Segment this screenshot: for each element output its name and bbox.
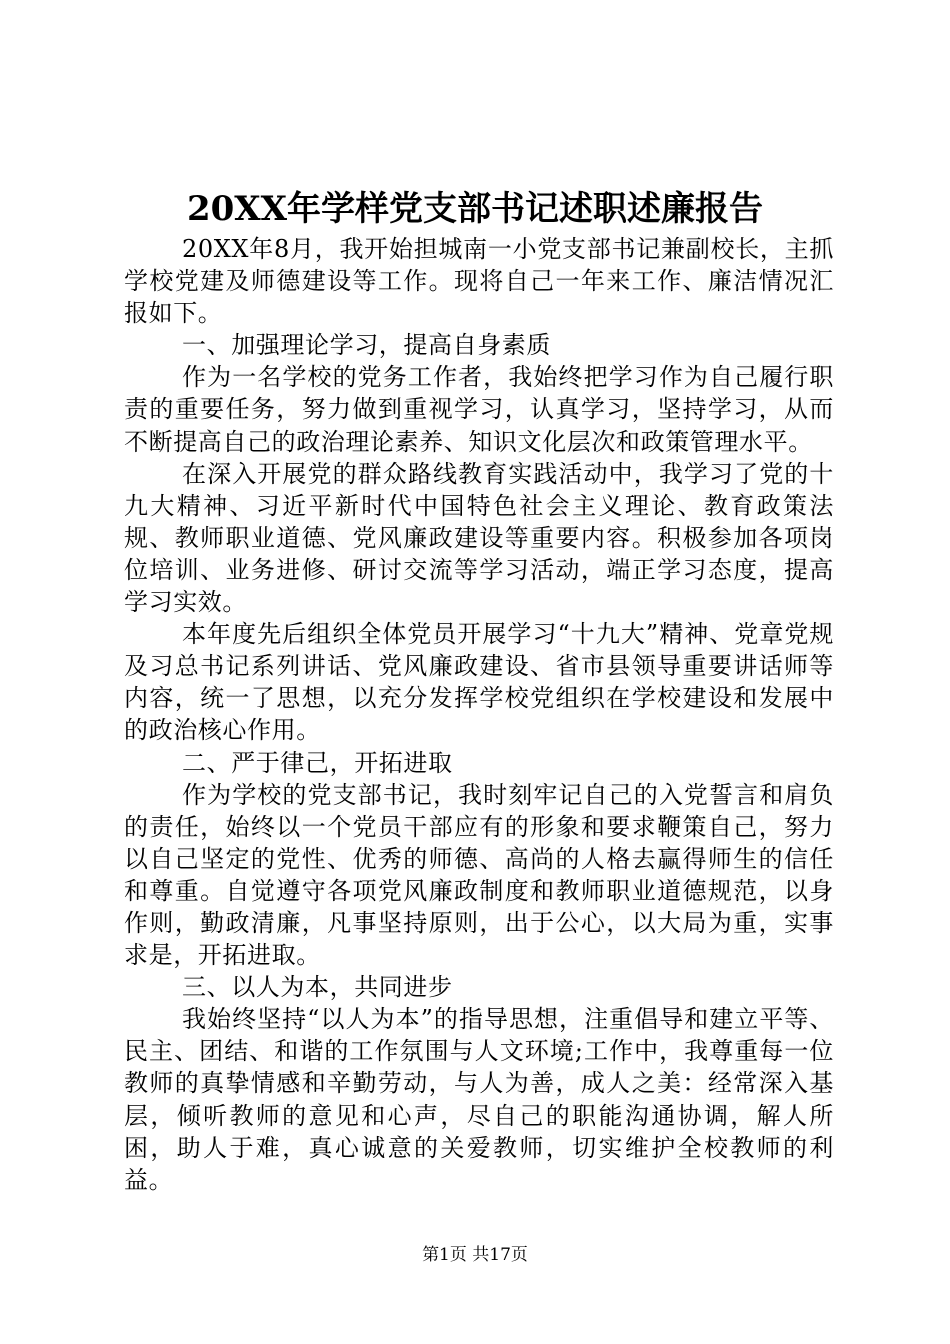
paragraph: 本年度先后组织全体党员开展学习“十九大”精神、党章党规及习总书记系列讲话、党风廉政建设、省市县领导重要讲话师等内容，统一了思想，以充分发挥学校党组织在学校建设和发展中的政治核心作用。 [124,620,834,745]
paragraph: 在深入开展党的群众路线教育实践活动中，我学习了党的十九大精神、习近平新时代中国特色社会主义理论、教育政策法规、教师职业道德、党风廉政建设等重要内容。积极参加各项岗位培训、业务进修、研讨交流等学习活动，端正学习态度，提高学习实效。 [124,459,834,617]
section-heading-3: 三、以人为本，共同进步 [182,973,453,1002]
page-footer: 第1页 共17页 [422,1245,528,1265]
paragraph: 作为一名学校的党务工作者，我始终把学习作为自己履行职责的重要任务，努力做到重视学习，认真学习，坚持学习，从而不断提高自己的政治理论素养、知识文化层次和政策管理水平。 [124,363,834,456]
document-title: 20XX年学样党支部书记述职述廉报告 [186,189,764,229]
section-heading-1: 一、加强理论学习，提高自身素质 [182,331,551,360]
section-heading-2: 二、严于律己，开拓进取 [182,748,453,777]
paragraph: 我始终坚持“以人为本”的指导思想，注重倡导和建立平等、民主、团结、和谐的工作氛围与人文环境;工作中，我尊重每一位教师的真挚情感和辛勤劳动，与人为善，成人之美：经常深入基层，倾听教师的意见和心声，尽自己的职能沟通协调，解人所困，助人于难，真心诚意的关爱教师，切实维护全校教师的利益。 [124,1005,834,1194]
document-body [124,233,834,1196]
paragraph-intro: 20XX年8月，我开始担城南一小党支部书记兼副校长，主抓学校党建及师德建设等工作。现将自己一年来工作、廉洁情况汇报如下。 [124,235,834,328]
paragraph: 作为学校的党支部书记，我时刻牢记自己的入党誓言和肩负的责任，始终以一个党员干部应有的形象和要求鞭策自己，努力以自己坚定的党性、优秀的师德、高尚的人格去赢得师生的信任和尊重。自觉遵守各项党风廉政制度和教师职业道德规范，以身作则，勤政清廉，凡事坚持原则，出于公心，以大局为重，实事求是，开拓进取。 [124,780,834,970]
